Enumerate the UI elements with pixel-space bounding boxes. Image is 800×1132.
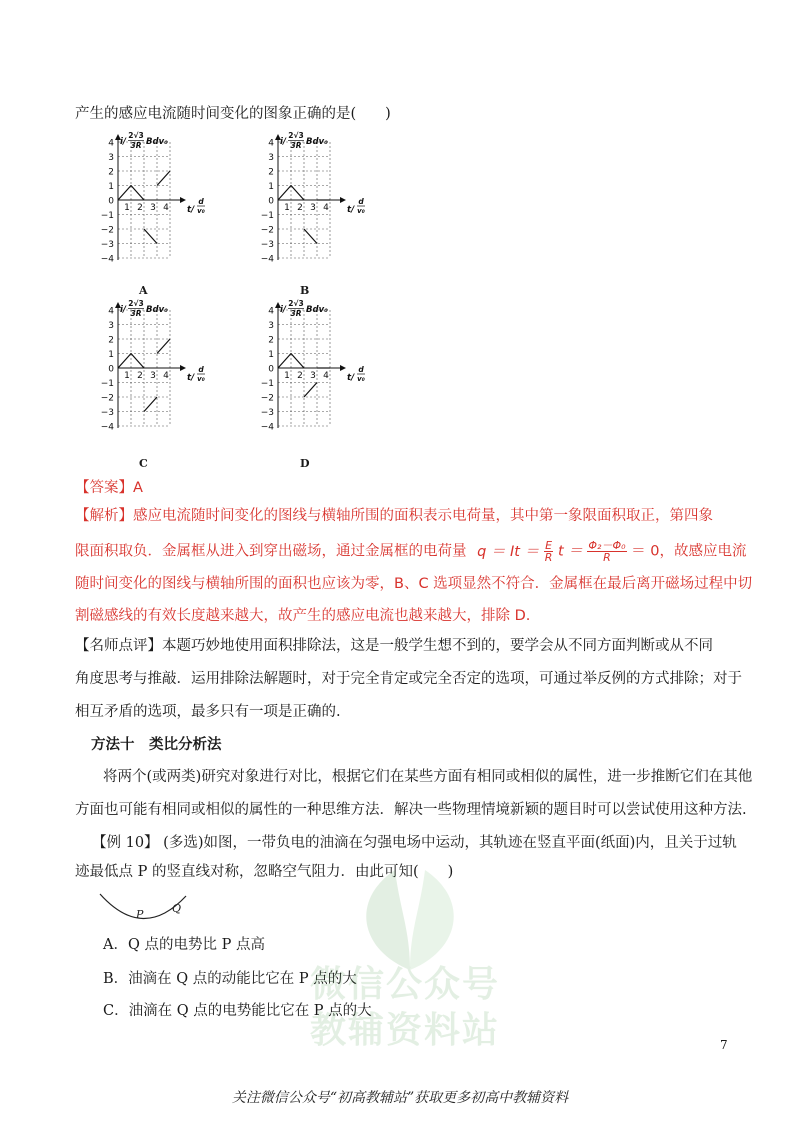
y-tick-label: −1 [260,211,274,221]
method-body-line-1: 将两个(或两类)研究对象进行对比，根据它们在某些方面有相同或相似的属性，进一步推断它们在其他 [103,769,753,785]
formula-part-a: q ＝ It ＝ [477,543,540,560]
y-tick-label: 0 [108,196,114,207]
y-axis-label: i/ [280,305,287,315]
point-q-label: Q [172,902,182,915]
y-axis-label: i/ [120,305,127,315]
y-tick-label: 4 [108,138,114,149]
x-tick-label: 4 [323,371,329,381]
graph-svg [100,130,230,282]
x-tick-label: 4 [163,371,169,381]
answer-text: 【答案】A [75,480,143,496]
x-tick-label: 2 [137,371,143,381]
y-tick-label: −4 [260,254,274,265]
comment-line-2: 角度思考与推敲．运用排除法解题时，对于完全肯定或完全否定的选项，可通过举反例的方式排除；对于 [75,671,742,687]
formula-part-b: t ＝ [557,543,583,560]
analysis-line-2-text: 限面积取负．金属框从进入到穿出磁场，通过金属框的电荷量 [75,543,467,560]
x-axis-label: t/ [347,373,355,383]
current-segment [131,354,144,369]
x-axis-label-den: v₀ [197,207,205,215]
y-tick-label: 4 [108,306,114,317]
y-tick-label: 3 [108,321,114,331]
y-tick-label: −3 [100,408,114,418]
graph-b-label: B [300,284,310,297]
y-axis-label-den: 3R [130,141,142,150]
x-axis-label: t/ [187,373,195,383]
watermark [300,860,520,1060]
y-tick-label: 4 [268,138,274,149]
graph-a-label: A [139,284,148,297]
x-tick-label: 4 [163,203,169,213]
current-segment [118,354,131,369]
y-axis-label-den: 3R [130,309,142,318]
x-axis-arrow [340,365,346,371]
choice-c: C．油滴在 Q 点的电势能比它在 P 点的大 [103,1003,372,1019]
current-segment [118,186,131,201]
y-tick-label: 3 [268,153,274,163]
y-tick-label: −1 [100,211,114,221]
x-tick-label: 1 [284,203,290,213]
y-tick-label: 4 [268,306,274,317]
x-axis-arrow [180,197,186,203]
graph-d-label: D [300,457,310,470]
y-tick-label: −2 [260,225,274,236]
current-segment [278,354,291,369]
y-tick-label: −3 [260,240,274,250]
x-axis-arrow [180,365,186,371]
graph-b [260,130,390,282]
trajectory-figure [98,890,198,930]
x-axis-label-num: d [358,365,364,374]
y-tick-label: −4 [100,422,114,433]
y-tick-label: −4 [260,422,274,433]
analysis-line-3: 随时间变化的图线与横轴所围的面积也应该为零，B、C 选项显然不符合．金属框在最后离开磁场过程中切 [75,576,753,592]
current-segment [144,397,157,412]
y-tick-label: 1 [108,350,114,360]
comment-line-1: 【名师点评】本题巧妙地使用面积排除法，这是一般学生想不到的，要学会从不同方面判断或从不同 [75,638,713,654]
x-tick-label: 3 [150,371,156,381]
x-tick-label: 1 [284,371,290,381]
x-tick-label: 3 [310,371,316,381]
x-axis-label: t/ [347,205,355,215]
footer-text: 关注微信公众号“初高教辅站”获取更多初高中教辅资料 [231,1090,569,1106]
x-tick-label: 2 [297,371,303,381]
point-p-label: P [136,908,144,921]
choice-a: A．Q 点的电势比 P 点高 [103,937,265,953]
example-line-1: 【例 10】 (多选)如图，一带负电的油滴在匀强电场中运动，其轨迹在竖直平面(纸面)内，且关于过轨 [92,835,737,851]
x-axis-label-num: d [358,197,364,206]
x-axis-arrow [340,197,346,203]
fraction-flux-over-r: $\frac{\text{Φ₂－Φ₀}}{R}$ [588,539,626,564]
y-tick-label: 2 [268,167,274,178]
y-axis-label-den: 3R [290,141,302,150]
y-tick-label: 1 [268,350,274,360]
graph-c [100,298,230,450]
y-tick-label: 3 [268,321,274,331]
current-segment [291,354,304,369]
y-tick-label: −4 [100,254,114,265]
y-tick-label: 3 [108,153,114,163]
watermark-line-1: 微信公众号 [310,964,501,1005]
x-tick-label: 2 [297,203,303,213]
method-body-line-2: 方面也可能有相同或相似的属性的一种思维方法．解决一些物理情境新颖的题目时可以尝试使用这种方法. [75,802,747,818]
graph-svg [260,130,390,282]
graph-svg [260,298,390,450]
y-tick-label: −2 [100,225,114,236]
y-tick-label: 0 [268,196,274,207]
y-axis-label-den: 3R [290,309,302,318]
example-line-2: 迹最低点 P 的竖直线对称，忽略空气阻力．由此可知( ) [75,864,454,880]
watermark-line-2: 教辅资料站 [310,1010,501,1051]
fraction-e-over-r: $\frac{E}{R}$ [544,539,553,564]
x-axis-label-den: v₀ [357,375,365,383]
y-axis-label-num: 2√3 [288,131,304,140]
y-tick-label: −1 [100,379,114,389]
y-axis-label-suffix: Bdv₀ [146,137,168,147]
y-tick-label: −3 [100,240,114,250]
analysis-line-1: 【解析】感应电流随时间变化的图线与横轴所围的面积表示电荷量，其中第一象限面积取正，第四象 [75,508,713,524]
y-axis-label-num: 2√3 [288,299,304,308]
current-segment [278,186,291,201]
current-segment [131,186,144,201]
formula-part-c: ＝ 0，故感应电流 [631,543,747,560]
graph-svg [100,298,230,450]
x-tick-label: 3 [150,203,156,213]
y-axis-label: i/ [280,137,287,147]
y-axis-label-suffix: Bdv₀ [306,305,328,315]
x-axis-label-den: v₀ [357,207,365,215]
graph-c-label: C [139,457,148,470]
y-tick-label: −2 [100,393,114,404]
y-tick-label: 2 [108,167,114,178]
current-segment [304,383,317,398]
analysis-line-2 [75,540,746,563]
x-tick-label: 4 [323,203,329,213]
current-segment [291,186,304,201]
y-tick-label: 2 [108,335,114,346]
y-tick-label: −3 [260,408,274,418]
method-title: 方法十 类比分析法 [91,737,222,753]
y-tick-label: 1 [268,182,274,192]
y-axis-label: i/ [120,137,127,147]
graph-a [100,130,230,282]
y-axis-label-num: 2√3 [128,299,144,308]
y-tick-label: −1 [260,379,274,389]
y-tick-label: 2 [268,335,274,346]
y-tick-label: −2 [260,393,274,404]
x-axis-label-num: d [198,197,204,206]
y-tick-label: 0 [108,364,114,375]
analysis-line-4: 割磁感线的有效长度越来越大，故产生的感应电流也越来越大，排除 D. [75,608,531,624]
y-axis-label-num: 2√3 [128,131,144,140]
x-tick-label: 1 [124,203,130,213]
current-segment [157,339,170,354]
current-segment [157,171,170,186]
current-segment [144,229,157,244]
choice-b: B．油滴在 Q 点的动能比它在 P 点的大 [103,971,357,987]
x-tick-label: 3 [310,203,316,213]
x-axis-label-num: d [198,365,204,374]
y-tick-label: 0 [268,364,274,375]
x-tick-label: 2 [137,203,143,213]
comment-line-3: 相互矛盾的选项，最多只有一项是正确的. [75,704,341,720]
x-tick-label: 1 [124,371,130,381]
page-number: 7 [720,1038,728,1052]
question-text: 产生的感应电流随时间变化的图象正确的是( ) [75,106,391,122]
graph-d [260,298,390,450]
y-axis-label-suffix: Bdv₀ [146,305,168,315]
x-axis-label-den: v₀ [197,375,205,383]
y-tick-label: 1 [108,182,114,192]
current-segment [304,229,317,244]
x-axis-label: t/ [187,205,195,215]
y-axis-label-suffix: Bdv₀ [306,137,328,147]
